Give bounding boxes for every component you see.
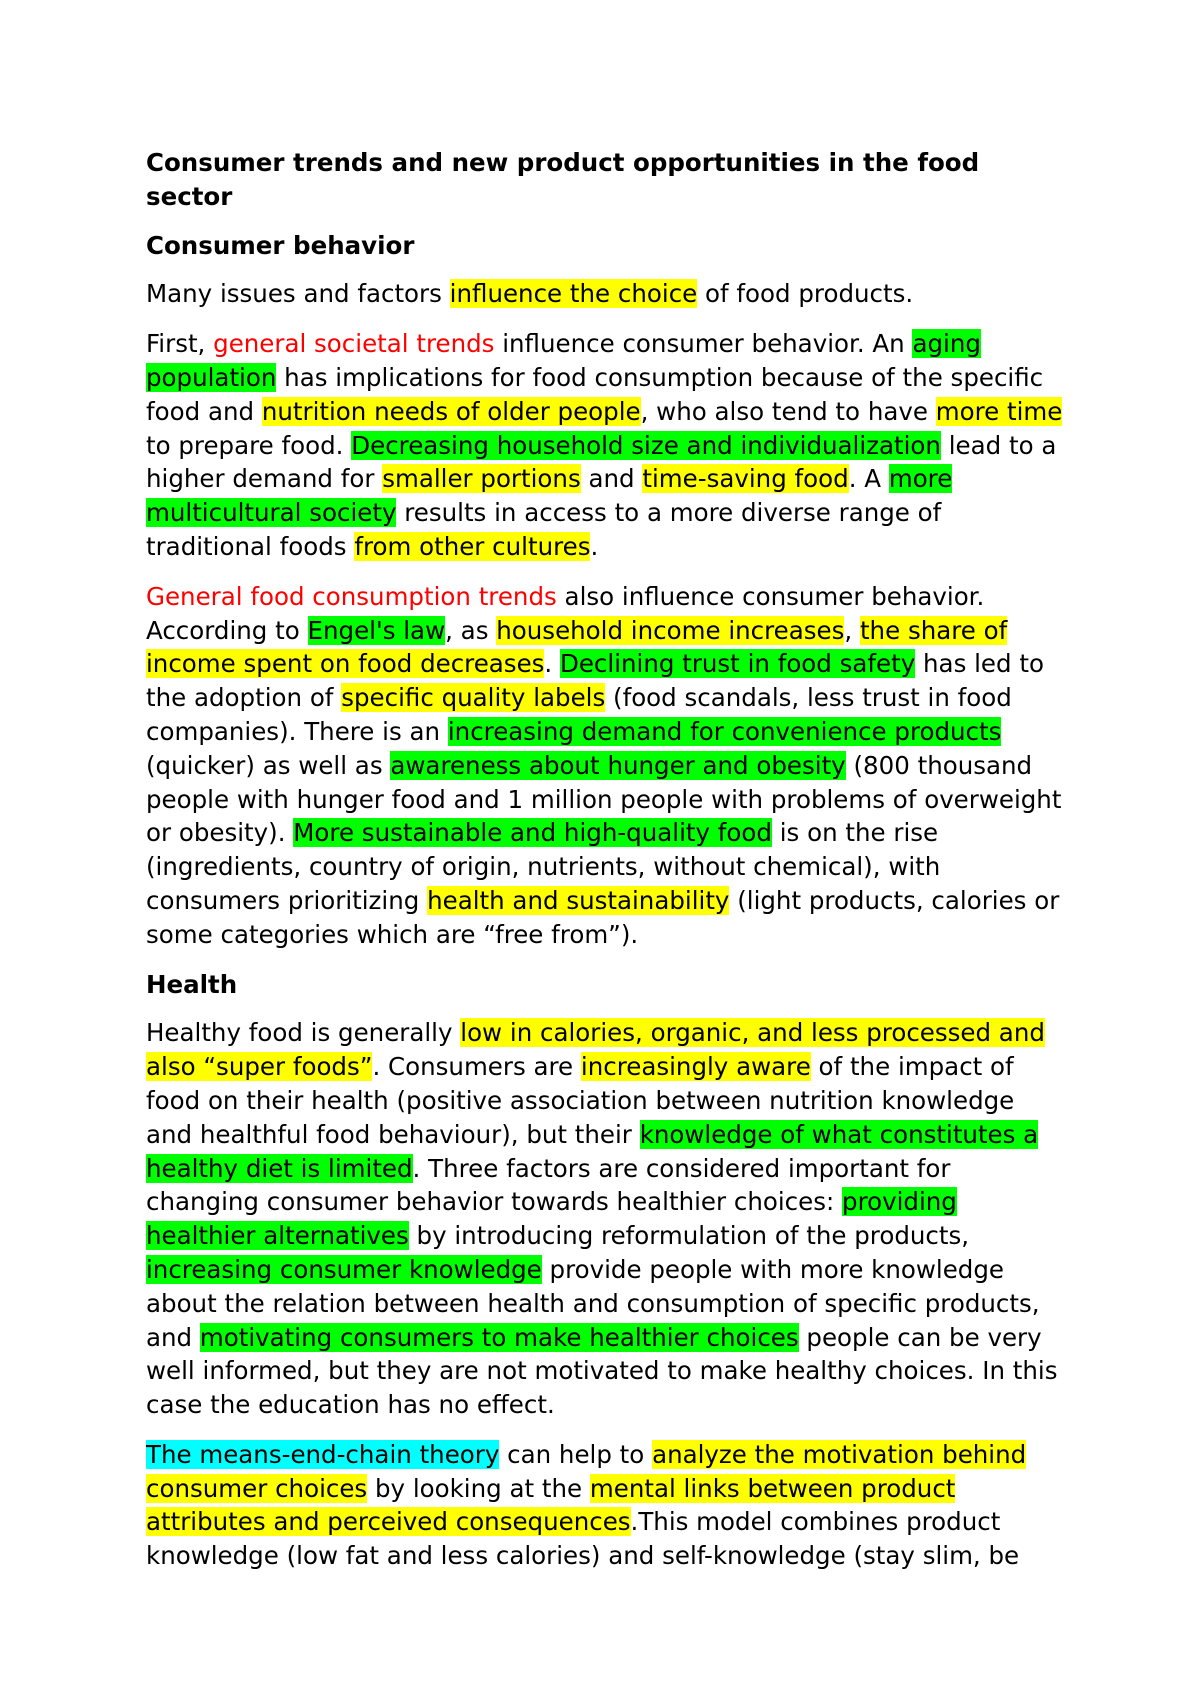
- text-run: . Consumers are: [372, 1052, 581, 1082]
- text-run: has implications for food consumption because of the specific food and: [146, 362, 1044, 426]
- text-run: by introducing reformulation of the products,: [408, 1221, 970, 1251]
- text-run: by looking at the: [367, 1473, 590, 1503]
- highlight-yellow: smaller portions: [382, 464, 581, 494]
- highlight-yellow: household income increases: [496, 615, 845, 645]
- paragraph: [146, 1016, 1066, 1422]
- text-run: (800 thousand people with hunger food and 1 million people with problems of overweight or obesity).: [146, 750, 1062, 848]
- highlight-yellow: specific quality labels: [341, 683, 606, 713]
- highlight-yellow: time-saving food: [642, 464, 849, 494]
- text-run: .: [590, 531, 599, 561]
- text-run: Healthy food is generally: [146, 1018, 461, 1048]
- text-run: provide people with more knowledge about the relation between health and consumption of specific products, and: [146, 1254, 1040, 1352]
- highlight-green: increasing consumer knowledge: [146, 1254, 542, 1284]
- text-run: and: [580, 464, 643, 494]
- text-run: (light products, calories or some categories which are “free from”).: [146, 885, 1060, 949]
- highlight-yellow: analyze the motivation behind consumer choices: [146, 1439, 1027, 1503]
- red-text: general societal trends: [213, 329, 495, 359]
- text-run: to prepare food.: [146, 430, 352, 460]
- document-title: Consumer trends and new product opportunities in the food sector: [146, 148, 980, 211]
- highlight-yellow: the share of income spent on food decreases: [146, 615, 1008, 679]
- paragraph: [146, 1438, 1066, 1573]
- paragraph: [146, 277, 1066, 311]
- highlight-green: Engel's law: [307, 615, 446, 645]
- text-run: . A: [848, 464, 889, 494]
- text-run: Many issues and factors: [146, 279, 450, 309]
- highlight-green: awareness about hunger and obesity: [390, 750, 846, 780]
- highlight-yellow: more time: [935, 396, 1063, 426]
- heading-consumer-behavior: Consumer behavior: [146, 230, 415, 260]
- text-run: lead to a higher demand for: [146, 430, 1057, 494]
- highlight-yellow: health and sustainability: [427, 885, 730, 915]
- text-run: .: [544, 649, 560, 679]
- highlight-green: Decreasing household size and individualization: [351, 430, 941, 460]
- highlight-yellow: from other cultures: [354, 531, 591, 561]
- text-run: has led to the adoption of: [146, 649, 1044, 713]
- text-run: (quicker) as well as: [146, 750, 391, 780]
- red-text: General food consumption trends: [146, 581, 557, 611]
- paragraph: [146, 327, 1066, 564]
- text-run: . Three factors are considered important for changing consumer behavior towards healthier choices:: [146, 1153, 951, 1217]
- text-run: of the impact of food on their health (positive association between nutrition knowledge and healthful food behaviour), but their: [146, 1052, 1015, 1149]
- text-run: , who also tend to have: [640, 396, 936, 426]
- text-run: First,: [146, 329, 214, 359]
- highlight-green: Declining trust in food safety: [559, 649, 916, 679]
- text-run: ,: [844, 615, 860, 645]
- highlight-yellow: mental links between product attributes and perceived consequences: [146, 1473, 956, 1537]
- highlight-yellow: nutrition needs of older people: [261, 396, 641, 426]
- text-run: results in access to a more diverse range of traditional foods: [146, 498, 942, 561]
- paragraph: [146, 580, 1066, 952]
- highlight-green: increasing demand for convenience products: [447, 716, 1002, 746]
- text-run: influence consumer behavior. An: [494, 329, 913, 359]
- highlight-yellow: influence the choice: [449, 279, 698, 309]
- highlight-green: knowledge of what constitutes a healthy diet is limited: [146, 1119, 1039, 1183]
- text-run: of food products.: [697, 279, 914, 309]
- text-run: also influence consumer behavior. According to: [146, 581, 985, 645]
- heading-health: Health: [146, 969, 238, 999]
- text-run: .This model combines product knowledge (low fat and less calories) and self-knowledge (stay slim, be: [146, 1507, 1020, 1571]
- highlight-yellow: low in calories, organic, and less processed and also “super foods”: [146, 1018, 1045, 1082]
- text-run: (food scandals, less trust in food companies). There is an: [146, 683, 1012, 746]
- text-run: is on the rise (ingredients, country of origin, nutrients, without chemical), with consumers prioritizing: [146, 818, 941, 915]
- highlight-green: aging population: [146, 329, 981, 392]
- highlight-green: motivating consumers to make healthier choices: [199, 1322, 799, 1352]
- highlight-green: more multicultural society: [146, 464, 953, 528]
- document-body: [146, 146, 1066, 1589]
- highlight-yellow: increasingly aware: [580, 1052, 811, 1082]
- text-run: , as: [445, 615, 497, 645]
- text-run: can help to: [499, 1439, 653, 1469]
- text-run: people can be very well informed, but they are not motivated to make healthy choices. In this case the education has no effect.: [146, 1322, 1058, 1420]
- highlight-green: More sustainable and high-quality food: [293, 818, 772, 848]
- highlight-green: providing healthier alternatives: [146, 1187, 957, 1251]
- highlight-cyan: The means-end-chain theory: [146, 1439, 500, 1469]
